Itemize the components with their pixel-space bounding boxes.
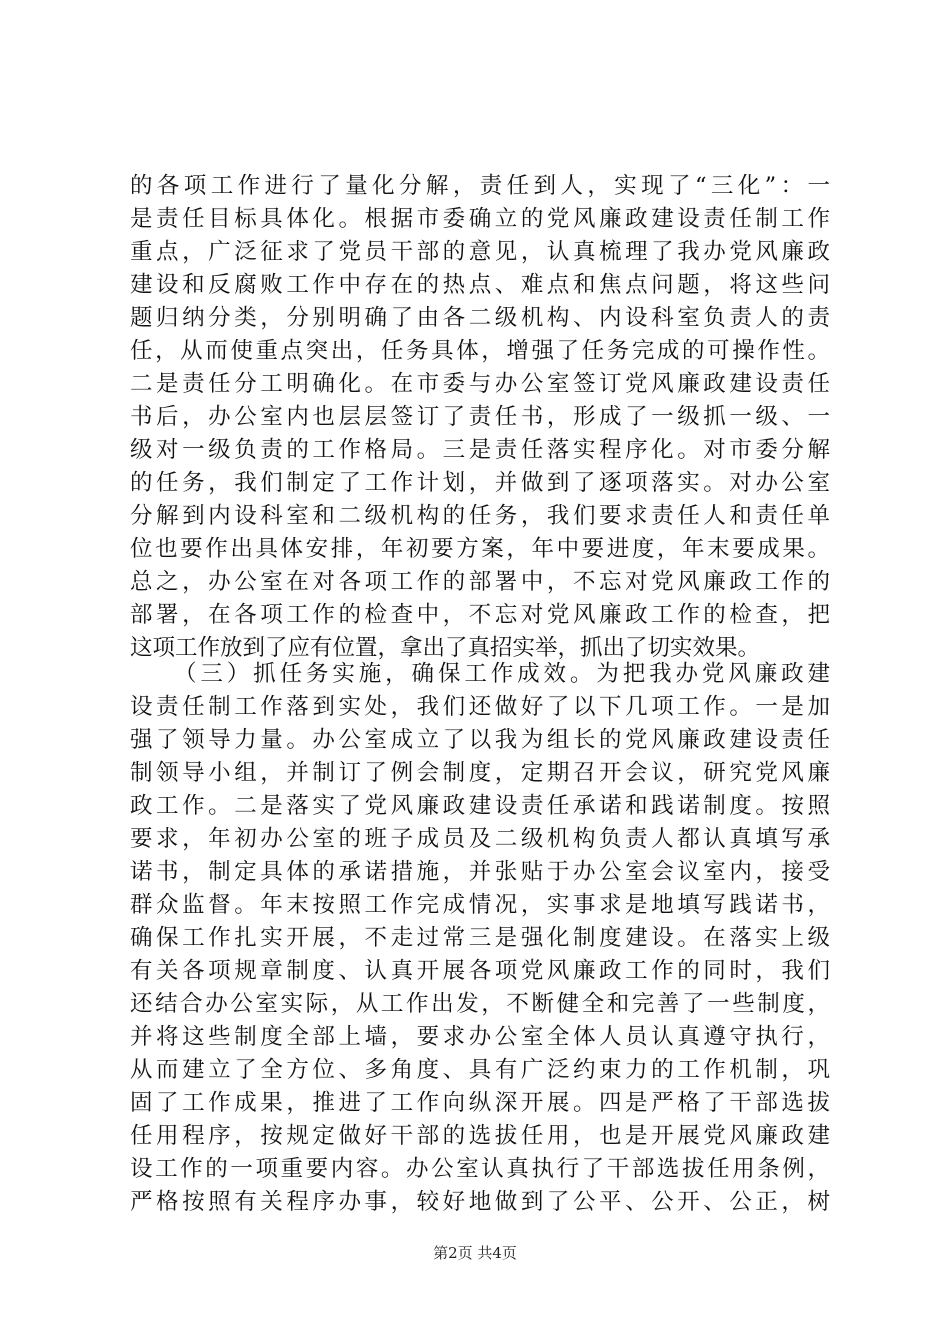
text-line: （三）抓任务实施，确保工作成效。为把我办党风廉政建	[174, 661, 830, 687]
text-line: 二是责任分工明确化。在市委与办公室签订党风廉政建设责任	[130, 371, 830, 397]
text-line: 级对一级负责的工作格局。三是责任落实程序化。对市委分解	[130, 437, 830, 463]
text-line: 的各项工作进行了量化分解，责任到人，实现了“三化”：一	[130, 173, 830, 199]
text-line: 分解到内设科室和二级机构的任务，我们要求责任人和责任单	[130, 503, 830, 529]
text-line: 要求，年初办公室的班子成员及二级机构负责人都认真填写承	[130, 826, 830, 852]
text-line: 重点，广泛征求了党员干部的意见，认真梳理了我办党风廉政	[130, 239, 830, 265]
text-line: 设工作的一项重要内容。办公室认真执行了干部选拔任用条例，	[130, 1156, 830, 1182]
text-line: 从而建立了全方位、多角度、具有广泛约束力的工作机制，巩	[130, 1057, 830, 1083]
text-line: 题归纳分类，分别明确了由各二级机构、内设科室负责人的责	[130, 305, 830, 331]
text-line: 诺书，制定具体的承诺措施，并张贴于办公室会议室内，接受	[130, 859, 830, 885]
paragraph-responsibility	[130, 170, 830, 665]
text-line: 位也要作出具体安排，年初要方案，年中要进度，年末要成果。	[130, 536, 830, 562]
text-line: 还结合办公室实际，从工作出发，不断健全和完善了一些制度，	[130, 991, 830, 1017]
page-footer: 第2页 共4页	[433, 1244, 517, 1262]
text-line: 政工作。二是落实了党风廉政建设责任承诺和践诺制度。按照	[130, 793, 830, 819]
text-line: 部署，在各项工作的检查中，不忘对党风廉政工作的检查，把	[130, 602, 830, 628]
text-line: 任，从而使重点突出，任务具体，增强了任务完成的可操作性。	[130, 338, 830, 364]
text-line: 设责任制工作落到实处，我们还做好了以下几项工作。一是加	[130, 694, 830, 720]
text-line: 任用程序，按规定做好干部的选拔任用，也是开展党风廉政建	[130, 1123, 830, 1149]
text-line: 并将这些制度全部上墙，要求办公室全体人员认真遵守执行，	[130, 1024, 830, 1050]
text-line: 固了工作成果，推进了工作向纵深开展。四是严格了干部选拔	[130, 1090, 830, 1116]
text-line: 有关各项规章制度、认真开展各项党风廉政工作的同时，我们	[130, 958, 830, 984]
text-line: 书后，办公室内也层层签订了责任书，形成了一级抓一级、一	[130, 404, 830, 430]
text-line: 制领导小组，并制订了例会制度，定期召开会议，研究党风廉	[130, 760, 830, 786]
text-line: 的任务，我们制定了工作计划，并做到了逐项落实。对办公室	[130, 470, 830, 496]
text-line: 建设和反腐败工作中存在的热点、难点和焦点问题，将这些问	[130, 272, 830, 298]
text-line: 严格按照有关程序办事，较好地做到了公平、公开、公正，树	[130, 1189, 830, 1215]
text-line: 强了领导力量。办公室成立了以我为组长的党风廉政建设责任	[130, 727, 830, 753]
text-line: 总之，办公室在对各项工作的部署中，不忘对党风廉政工作的	[130, 569, 830, 595]
text-line: 确保工作扎实开展，不走过常三是强化制度建设。在落实上级	[130, 925, 830, 951]
text-line: 群众监督。年末按照工作完成情况，实事求是地填写践诺书，	[130, 892, 830, 918]
text-line: 这项工作放到了应有位置，拿出了真招实举，抓出了切实效果。	[130, 635, 761, 661]
text-line: 是责任目标具体化。根据市委确立的党风廉政建设责任制工作	[130, 206, 830, 232]
paragraph-task-implementation	[130, 658, 830, 1219]
